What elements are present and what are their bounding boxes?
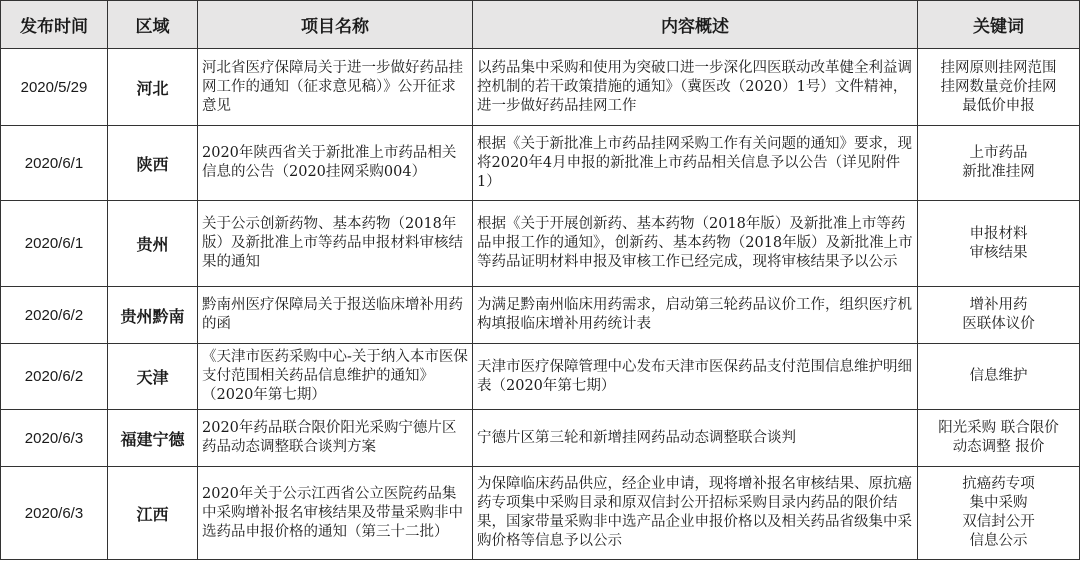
cell-date: 2020/6/2 [1, 287, 108, 344]
cell-summary: 为满足黔南州临床用药需求，启动第三轮药品议价工作，组织医疗机构填报临床增补用药统计表 [473, 287, 918, 344]
keyword: 信息维护 [969, 368, 1028, 384]
cell-title: 河北省医疗保障局关于进一步做好药品挂网工作的通知（征求意见稿）》公开征求意见 [198, 49, 473, 126]
table-row [1, 287, 1080, 344]
keyword: 申报材料 [969, 225, 1028, 242]
cell-title: 2020年关于公示江西省公立医院药品集中采购增补报名审核结果及带量采购非中选药品申报价格的通知（第三十二批） [198, 467, 473, 560]
keyword: 增补用药 [969, 297, 1028, 313]
cell-summary: 宁德片区第三轮和新增挂网药品动态调整联合谈判 [473, 410, 918, 467]
cell-date: 2020/6/3 [1, 410, 108, 467]
keyword: 动态调整 报价 [952, 439, 1045, 455]
cell-region: 贵州 [108, 201, 198, 287]
header-date: 发布时间 [1, 1, 108, 49]
header-summary: 内容概述 [473, 1, 918, 49]
cell-summary: 天津市医疗保障管理中心发布天津市医保药品支付范围信息维护明细表（2020年第七期） [473, 344, 918, 410]
table-row [1, 410, 1080, 467]
keyword: 最低价申报 [962, 97, 1035, 114]
keyword: 双信封公开 [962, 514, 1035, 530]
cell-summary: 为保障临床药品供应，经企业申请，现将增补报名审核结果、原抗癌药专项集中采购目录和原双信封公开招标采购目录内药品的限价结果，国家带量采购非中选产品企业申报价格以及相关药品省级集中采购价格等信息予以公示 [473, 467, 918, 560]
cell-keywords [918, 49, 1080, 126]
table-row [1, 201, 1080, 287]
keyword: 上市药品 [969, 145, 1028, 161]
header-region: 区域 [108, 1, 198, 49]
table-row [1, 344, 1080, 410]
table-row [1, 467, 1080, 560]
table-row [1, 49, 1080, 126]
table-row [1, 126, 1080, 201]
cell-keywords [918, 467, 1080, 560]
cell-keywords [918, 126, 1080, 201]
keyword: 挂网原则挂网范围 [940, 59, 1057, 76]
cell-date: 2020/5/29 [1, 49, 108, 126]
cell-summary: 以药品集中采购和使用为突破口进一步深化四医联动改革健全利益调控机制的若干政策措施的通知》（冀医改（2020）1号）文件精神，进一步做好药品挂网工作 [473, 49, 918, 126]
cell-region: 天津 [108, 344, 198, 410]
cell-title: 2020年药品联合限价阳光采购宁德片区药品动态调整联合谈判方案 [198, 410, 473, 467]
keyword: 挂网数量竞价挂网 [940, 78, 1057, 95]
keyword: 集中采购 [969, 495, 1028, 511]
cell-title: 关于公示创新药物、基本药物（2018年版）及新批准上市等药品申报材料审核结果的通知 [198, 201, 473, 287]
cell-title: 2020年陕西省关于新批准上市药品相关信息的公告（2020挂网采购004） [198, 126, 473, 201]
keyword: 审核结果 [969, 244, 1028, 261]
cell-date: 2020/6/1 [1, 126, 108, 201]
header-title: 项目名称 [198, 1, 473, 49]
cell-keywords [918, 287, 1080, 344]
cell-title: 黔南州医疗保障局关于报送临床增补用药的函 [198, 287, 473, 344]
cell-region: 福建宁德 [108, 410, 198, 467]
cell-keywords [918, 410, 1080, 467]
keyword: 抗癌药专项 [962, 476, 1035, 492]
cell-region: 河北 [108, 49, 198, 126]
cell-date: 2020/6/3 [1, 467, 108, 560]
cell-summary: 根据《关于开展创新药、基本药物（2018年版）及新批准上市等药品申报工作的通知》，创新药、基本药物（2018年版）及新批准上市等药品证明材料申报及审核工作已经完成，现将审核结果予以公示 [473, 201, 918, 287]
cell-keywords [918, 344, 1080, 410]
cell-region: 贵州黔南 [108, 287, 198, 344]
cell-keywords [918, 201, 1080, 287]
header-keywords: 关键词 [918, 1, 1080, 49]
cell-region: 江西 [108, 467, 198, 560]
header-row [1, 1, 1080, 49]
cell-title: 《天津市医药采购中心-关于纳入本市医保支付范围相关药品信息维护的通知》（2020年第七期） [198, 344, 473, 410]
keyword: 新批准挂网 [962, 164, 1035, 180]
keyword: 医联体议价 [962, 316, 1035, 332]
keyword: 阳光采购 联合限价 [938, 420, 1059, 436]
cell-date: 2020/6/1 [1, 201, 108, 287]
cell-summary: 根据《关于新批准上市药品挂网采购工作有关问题的通知》要求，现将2020年4月申报的新批准上市药品相关信息予以公告（详见附件1） [473, 126, 918, 201]
keyword: 信息公示 [969, 533, 1028, 549]
cell-date: 2020/6/2 [1, 344, 108, 410]
cell-region: 陕西 [108, 126, 198, 201]
